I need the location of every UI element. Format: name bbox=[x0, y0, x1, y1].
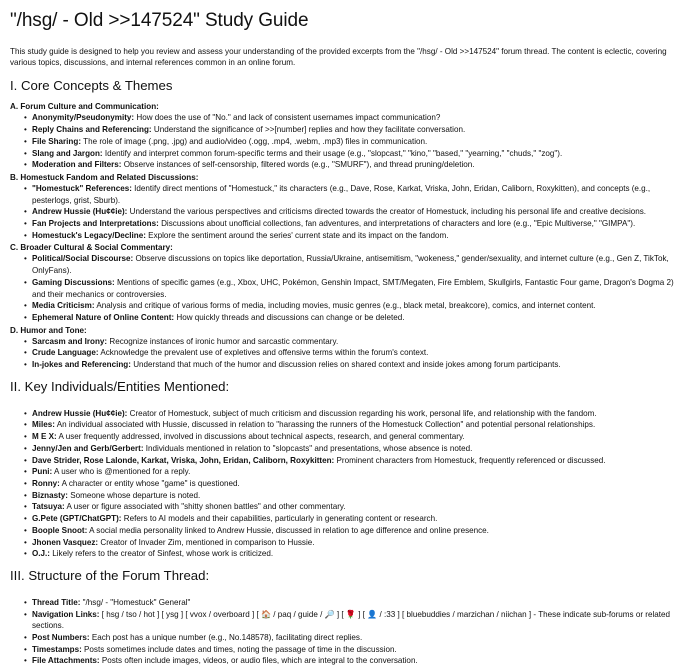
item-term: Thread Title: bbox=[32, 597, 81, 607]
item-term: Andrew Hussie (Hu¢¢ie): bbox=[32, 408, 128, 418]
section-heading: I. Core Concepts & Themes bbox=[10, 78, 173, 94]
list-item bbox=[32, 537, 687, 549]
item-term: Miles: bbox=[32, 420, 55, 430]
item-description: A user frequently addressed, involved in discussions about technical aspects, research, and general commentary. bbox=[56, 432, 465, 442]
list-item bbox=[32, 159, 687, 171]
item-term: Jenny/Jen and Gerb/Gerbert: bbox=[32, 443, 144, 453]
item-term: File Sharing: bbox=[32, 136, 82, 146]
intro-paragraph: This study guide is designed to help you review and assess your understanding of the provided excerpts from the "/hsg/ - Old >>147524" forum thread. The content is eclectic, covering various topics, discussions, and internal references common in an online forum. bbox=[10, 47, 667, 68]
item-description: Understand the various perspectives and criticisms directed towards the creator of Homestuck, including his personal life and creative decisions. bbox=[127, 207, 647, 217]
item-term: Tatsuya: bbox=[32, 502, 65, 512]
sections-container bbox=[10, 78, 687, 667]
bullet-list bbox=[10, 183, 687, 242]
item-term: Timestamps: bbox=[32, 644, 82, 654]
item-description: Understand that much of the humor and discussion relies on shared context and inside jokes among forum participants. bbox=[130, 360, 561, 370]
list-item bbox=[32, 466, 687, 478]
list-item bbox=[32, 300, 687, 312]
item-description: Creator of Invader Zim, mentioned in comparison to Hussie. bbox=[98, 537, 315, 547]
list-item bbox=[32, 644, 687, 656]
item-term: Puni: bbox=[32, 467, 53, 477]
item-term: In-jokes and Referencing: bbox=[32, 360, 131, 370]
list-item bbox=[32, 632, 687, 644]
item-term: Navigation Links: bbox=[32, 609, 100, 619]
item-description: Prominent characters from Homestuck, frequently referenced or discussed. bbox=[334, 455, 606, 465]
list-item bbox=[32, 230, 687, 242]
list-item bbox=[32, 253, 687, 276]
list-item bbox=[32, 501, 687, 513]
list-item bbox=[32, 490, 687, 502]
item-term: Reply Chains and Referencing: bbox=[32, 125, 152, 135]
item-term: Post Numbers: bbox=[32, 633, 90, 643]
item-description: A character or entity whose "game" is questioned. bbox=[59, 478, 240, 488]
item-term: Sarcasm and Irony: bbox=[32, 336, 108, 346]
list-item bbox=[32, 408, 687, 420]
list-item bbox=[32, 431, 687, 443]
section-heading: III. Structure of the Forum Thread: bbox=[10, 567, 210, 583]
subsection-heading: C. Broader Cultural & Social Commentary: bbox=[10, 243, 173, 253]
bullet-list bbox=[10, 408, 687, 560]
list-item bbox=[32, 277, 687, 300]
item-term: Boople Snoot: bbox=[32, 525, 88, 535]
item-description: Explore the sentiment around the series' current state and its impact on the fandom. bbox=[145, 230, 449, 240]
item-description: Someone whose departure is noted. bbox=[67, 490, 201, 500]
item-description: Posts sometimes include dates and times, noting the passage of time in the discussion. bbox=[81, 644, 397, 654]
item-description: How does the use of "No." and lack of consistent usernames impact communication? bbox=[134, 113, 441, 123]
item-term: Dave Strider, Rose Lalonde, Karkat, Vriska, John, Eridan, Caliborn, Roxykitten: bbox=[32, 455, 335, 465]
item-term: Homestuck's Legacy/Decline: bbox=[32, 230, 146, 240]
bullet-list bbox=[10, 336, 687, 371]
item-description: Refers to AI models and their capabilities, particularly in generating content or research. bbox=[121, 514, 438, 524]
item-description: Each post has a unique number (e.g., No.148578), facilitating direct replies. bbox=[89, 633, 363, 643]
list-item bbox=[32, 655, 687, 667]
item-description: [ hsg / tso / hot ] [ ysg ] [ vvox / overboard ] [ 🏠 / paq / guide / 🔎 ] [ 🌹 ] [ 👤 / :33 ] [ bluebuddies / marzichan / niichan ] - These indicate sub-forums or related sections. bbox=[32, 609, 671, 631]
item-description: Identify and interpret common forum-specific terms and their usage (e.g., "slopcast," "kino," "based," "yearning," "chuds," "zog"). bbox=[102, 148, 563, 158]
item-description: Analysis and critique of various forms of media, including movies, music genres (e.g., black metal, breakcore), comics, and internet content. bbox=[94, 301, 596, 311]
item-description: Observe discussions on topics like deportation, Russia/Ukraine, antisemitism, "wokeness," gender/sexuality, and internet culture (e.g., Gen Z, TikTok, OnlyFans). bbox=[32, 254, 669, 276]
item-term: Slang and Jargon: bbox=[32, 148, 103, 158]
list-item bbox=[32, 124, 687, 136]
item-description: A user or figure associated with "shitty shonen battles" and other commentary. bbox=[64, 502, 346, 512]
item-description: Acknowledge the prevalent use of expletives and offensive terms within the forum's context. bbox=[98, 348, 429, 358]
item-description: A social media personality linked to Andrew Hussie, discussed in relation to age difference and online presence. bbox=[87, 525, 489, 535]
list-item bbox=[32, 455, 687, 467]
item-description: Understand the significance of >>[number] replies and how they facilitate conversation. bbox=[151, 125, 466, 135]
item-term: Biznasty: bbox=[32, 490, 68, 500]
item-description: Likely refers to the creator of Sinfest, whose work is criticized. bbox=[50, 549, 274, 559]
item-term: File Attachments: bbox=[32, 656, 100, 666]
item-description: Creator of Homestuck, subject of much criticism and discussion regarding his work, personal life, and relationship with the fandom. bbox=[127, 408, 597, 418]
page-title: "/hsg/ - Old >>147524" Study Guide bbox=[10, 10, 309, 31]
bullet-list bbox=[10, 253, 687, 323]
list-item bbox=[32, 359, 687, 371]
list-item bbox=[32, 513, 687, 525]
list-item bbox=[32, 443, 687, 455]
list-item bbox=[32, 478, 687, 490]
list-item bbox=[32, 609, 687, 632]
section-heading: II. Key Individuals/Entities Mentioned: bbox=[10, 378, 230, 394]
item-term: M E X: bbox=[32, 432, 57, 442]
item-term: Ronny: bbox=[32, 478, 60, 488]
item-term: Ephemeral Nature of Online Content: bbox=[32, 312, 175, 322]
subsection-heading: A. Forum Culture and Communication: bbox=[10, 102, 159, 112]
item-term: "Homestuck" References: bbox=[32, 183, 132, 193]
item-term: Media Criticism: bbox=[32, 301, 95, 311]
subsection-heading: B. Homestuck Fandom and Related Discussions: bbox=[10, 172, 199, 182]
subsection-heading: D. Humor and Tone: bbox=[10, 325, 87, 335]
list-item bbox=[32, 206, 687, 218]
list-item bbox=[32, 312, 687, 324]
item-description: An individual associated with Hussie, discussed in relation to "harassing the runners of the Homestuck Collection" and potential personal relationships. bbox=[54, 420, 596, 430]
item-description: Posts often include images, videos, or audio files, which are integral to the conversation. bbox=[99, 656, 418, 666]
item-term: Moderation and Filters: bbox=[32, 160, 122, 170]
item-term: Gaming Discussions: bbox=[32, 277, 115, 287]
list-item bbox=[32, 136, 687, 148]
list-item bbox=[32, 218, 687, 230]
list-item bbox=[32, 112, 687, 124]
list-item bbox=[32, 183, 687, 206]
item-term: Jhonen Vasquez: bbox=[32, 537, 99, 547]
item-term: Fan Projects and Interpretations: bbox=[32, 219, 159, 229]
item-description: "/hsg/ - "Homestuck" General" bbox=[80, 597, 191, 607]
item-description: Mentions of specific games (e.g., Xbox, UHC, Pokémon, Genshin Impact, SMT/Megaten, Fire Emblem, Skullgirls, Fantastic Four game, Dragon's Dogma 2) and their mechanics or controversies. bbox=[32, 277, 674, 299]
bullet-list bbox=[10, 112, 687, 171]
item-term: Andrew Hussie (Hu¢¢ie): bbox=[32, 207, 128, 217]
list-item bbox=[32, 597, 687, 609]
list-item bbox=[32, 148, 687, 160]
item-term: Anonymity/Pseudonymity: bbox=[32, 113, 135, 123]
item-description: Identify direct mentions of "Homestuck," its characters (e.g., Dave, Rose, Karkat, Vriska, John, Eridan, Caliborn, Roxykitten), and concepts (e.g., pesterlogs, grist, Sburb). bbox=[32, 183, 651, 205]
list-item bbox=[32, 525, 687, 537]
list-item bbox=[32, 336, 687, 348]
item-description: How quickly threads and discussions can change or be deleted. bbox=[174, 312, 405, 322]
item-description: Discussions about unofficial collections, fan adventures, and interpretations of characters and lore (e.g., "Epic Multiverse," "GIMPA"). bbox=[158, 219, 636, 229]
list-item bbox=[32, 347, 687, 359]
item-term: O.J.: bbox=[32, 549, 50, 559]
item-description: The role of image (.png, .jpg) and audio/video (.ogg, .mp4, .webm, .mp3) files in communication. bbox=[81, 136, 428, 146]
item-term: Crude Language: bbox=[32, 348, 99, 358]
bullet-list bbox=[10, 597, 687, 667]
item-description: Observe instances of self-censorship, filtered words (e.g., "SMURF"), and thread pruning/deletion. bbox=[121, 160, 475, 170]
item-description: A user who is @mentioned for a reply. bbox=[52, 467, 191, 477]
list-item bbox=[32, 548, 687, 560]
item-term: G.Pete (GPT/ChatGPT): bbox=[32, 514, 122, 524]
item-description: Recognize instances of ironic humor and sarcastic commentary. bbox=[107, 336, 339, 346]
item-term: Political/Social Discourse: bbox=[32, 254, 134, 264]
item-description: Individuals mentioned in relation to "slopcasts" and presentations, whose absence is noted. bbox=[143, 443, 473, 453]
list-item bbox=[32, 419, 687, 431]
